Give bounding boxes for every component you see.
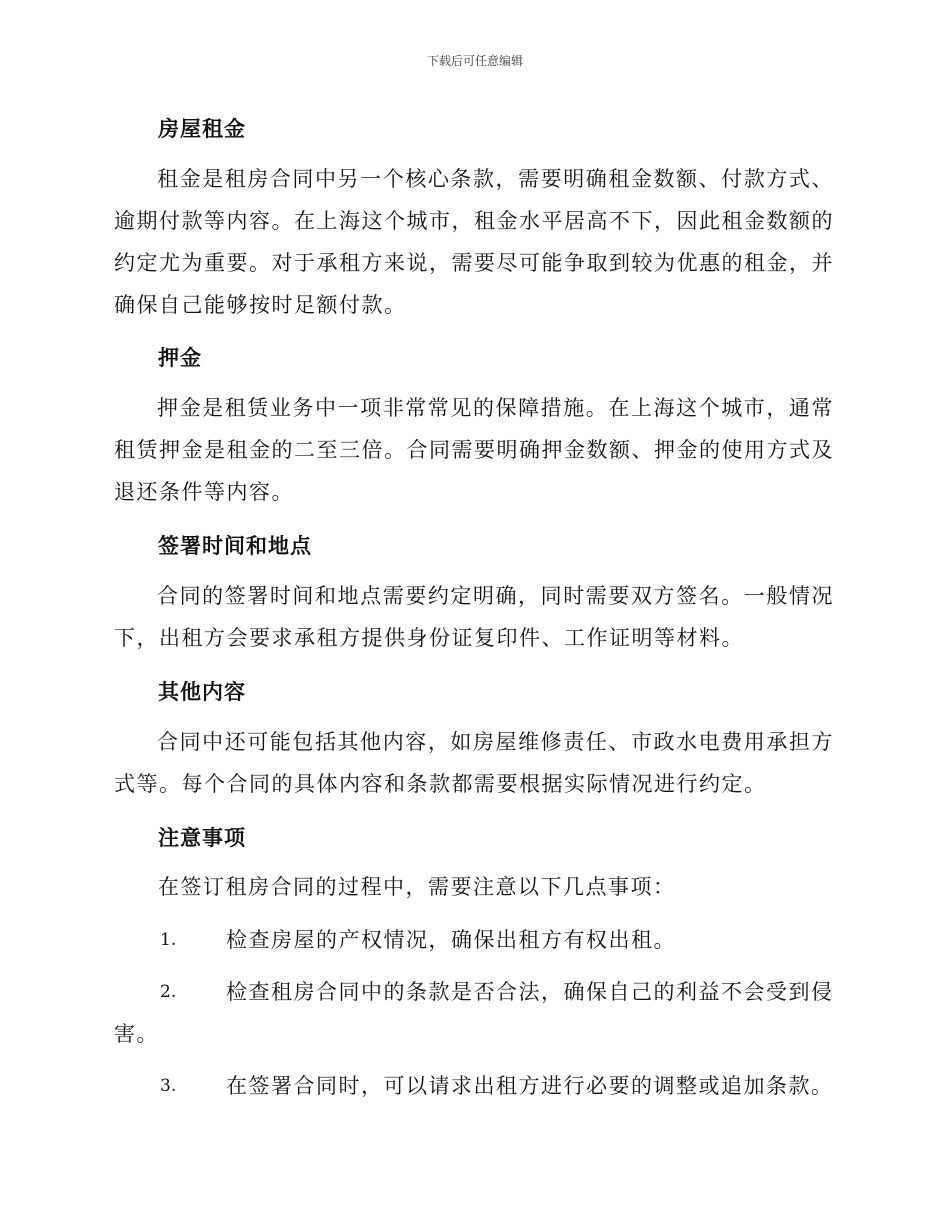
list-item <box>114 919 834 961</box>
notes-intro: 在签订租房合同的过程中，需要注意以下几点事项： <box>158 875 676 899</box>
list-item-text: 检查房屋的产权情况，确保出租方有权出租。 <box>226 928 676 952</box>
list-item <box>114 971 834 1055</box>
section-heading-deposit: 押金 <box>158 346 202 370</box>
list-item-number: 1. <box>160 930 177 950</box>
section-body-signing: 合同的签署时间和地点需要约定明确，同时需要双方签名。一般情况下，出租方会要求承租方提供身份证复印件、工作证明等材料。 <box>114 584 834 650</box>
list-item-number: 2. <box>160 982 177 1002</box>
section-heading-rent: 房屋租金 <box>158 117 246 141</box>
list-item <box>114 1065 834 1107</box>
page-header: 下载后可任意编辑 <box>426 54 523 68</box>
section-body-deposit: 押金是租赁业务中一项非常常见的保障措施。在上海这个城市，通常租赁押金是租金的二至三倍。合同需要明确押金数额、押金的使用方式及退还条件等内容。 <box>114 396 834 504</box>
list-item-number: 3. <box>160 1076 177 1096</box>
section-heading-notes: 注意事项 <box>158 826 246 850</box>
list-item-text: 在签署合同时，可以请求出租方进行必要的调整或追加条款。 <box>226 1074 834 1098</box>
list-item-text: 检查租房合同中的条款是否合法，确保自己的利益不会受到侵害。 <box>114 980 834 1046</box>
section-body-rent: 租金是租房合同中另一个核心条款，需要明确租金数额、付款方式、逾期付款等内容。在上海这个城市，租金水平居高不下，因此租金数额的约定尤为重要。对于承租方来说，需要尽可能争取到较为优惠的租金，并确保自己能够按时足额付款。 <box>114 167 834 317</box>
section-heading-other: 其他内容 <box>158 680 246 704</box>
section-body-other: 合同中还可能包括其他内容，如房屋维修责任、市政水电费用承担方式等。每个合同的具体内容和条款都需要根据实际情况进行约定。 <box>114 730 834 796</box>
section-heading-signing: 签署时间和地点 <box>158 534 312 558</box>
